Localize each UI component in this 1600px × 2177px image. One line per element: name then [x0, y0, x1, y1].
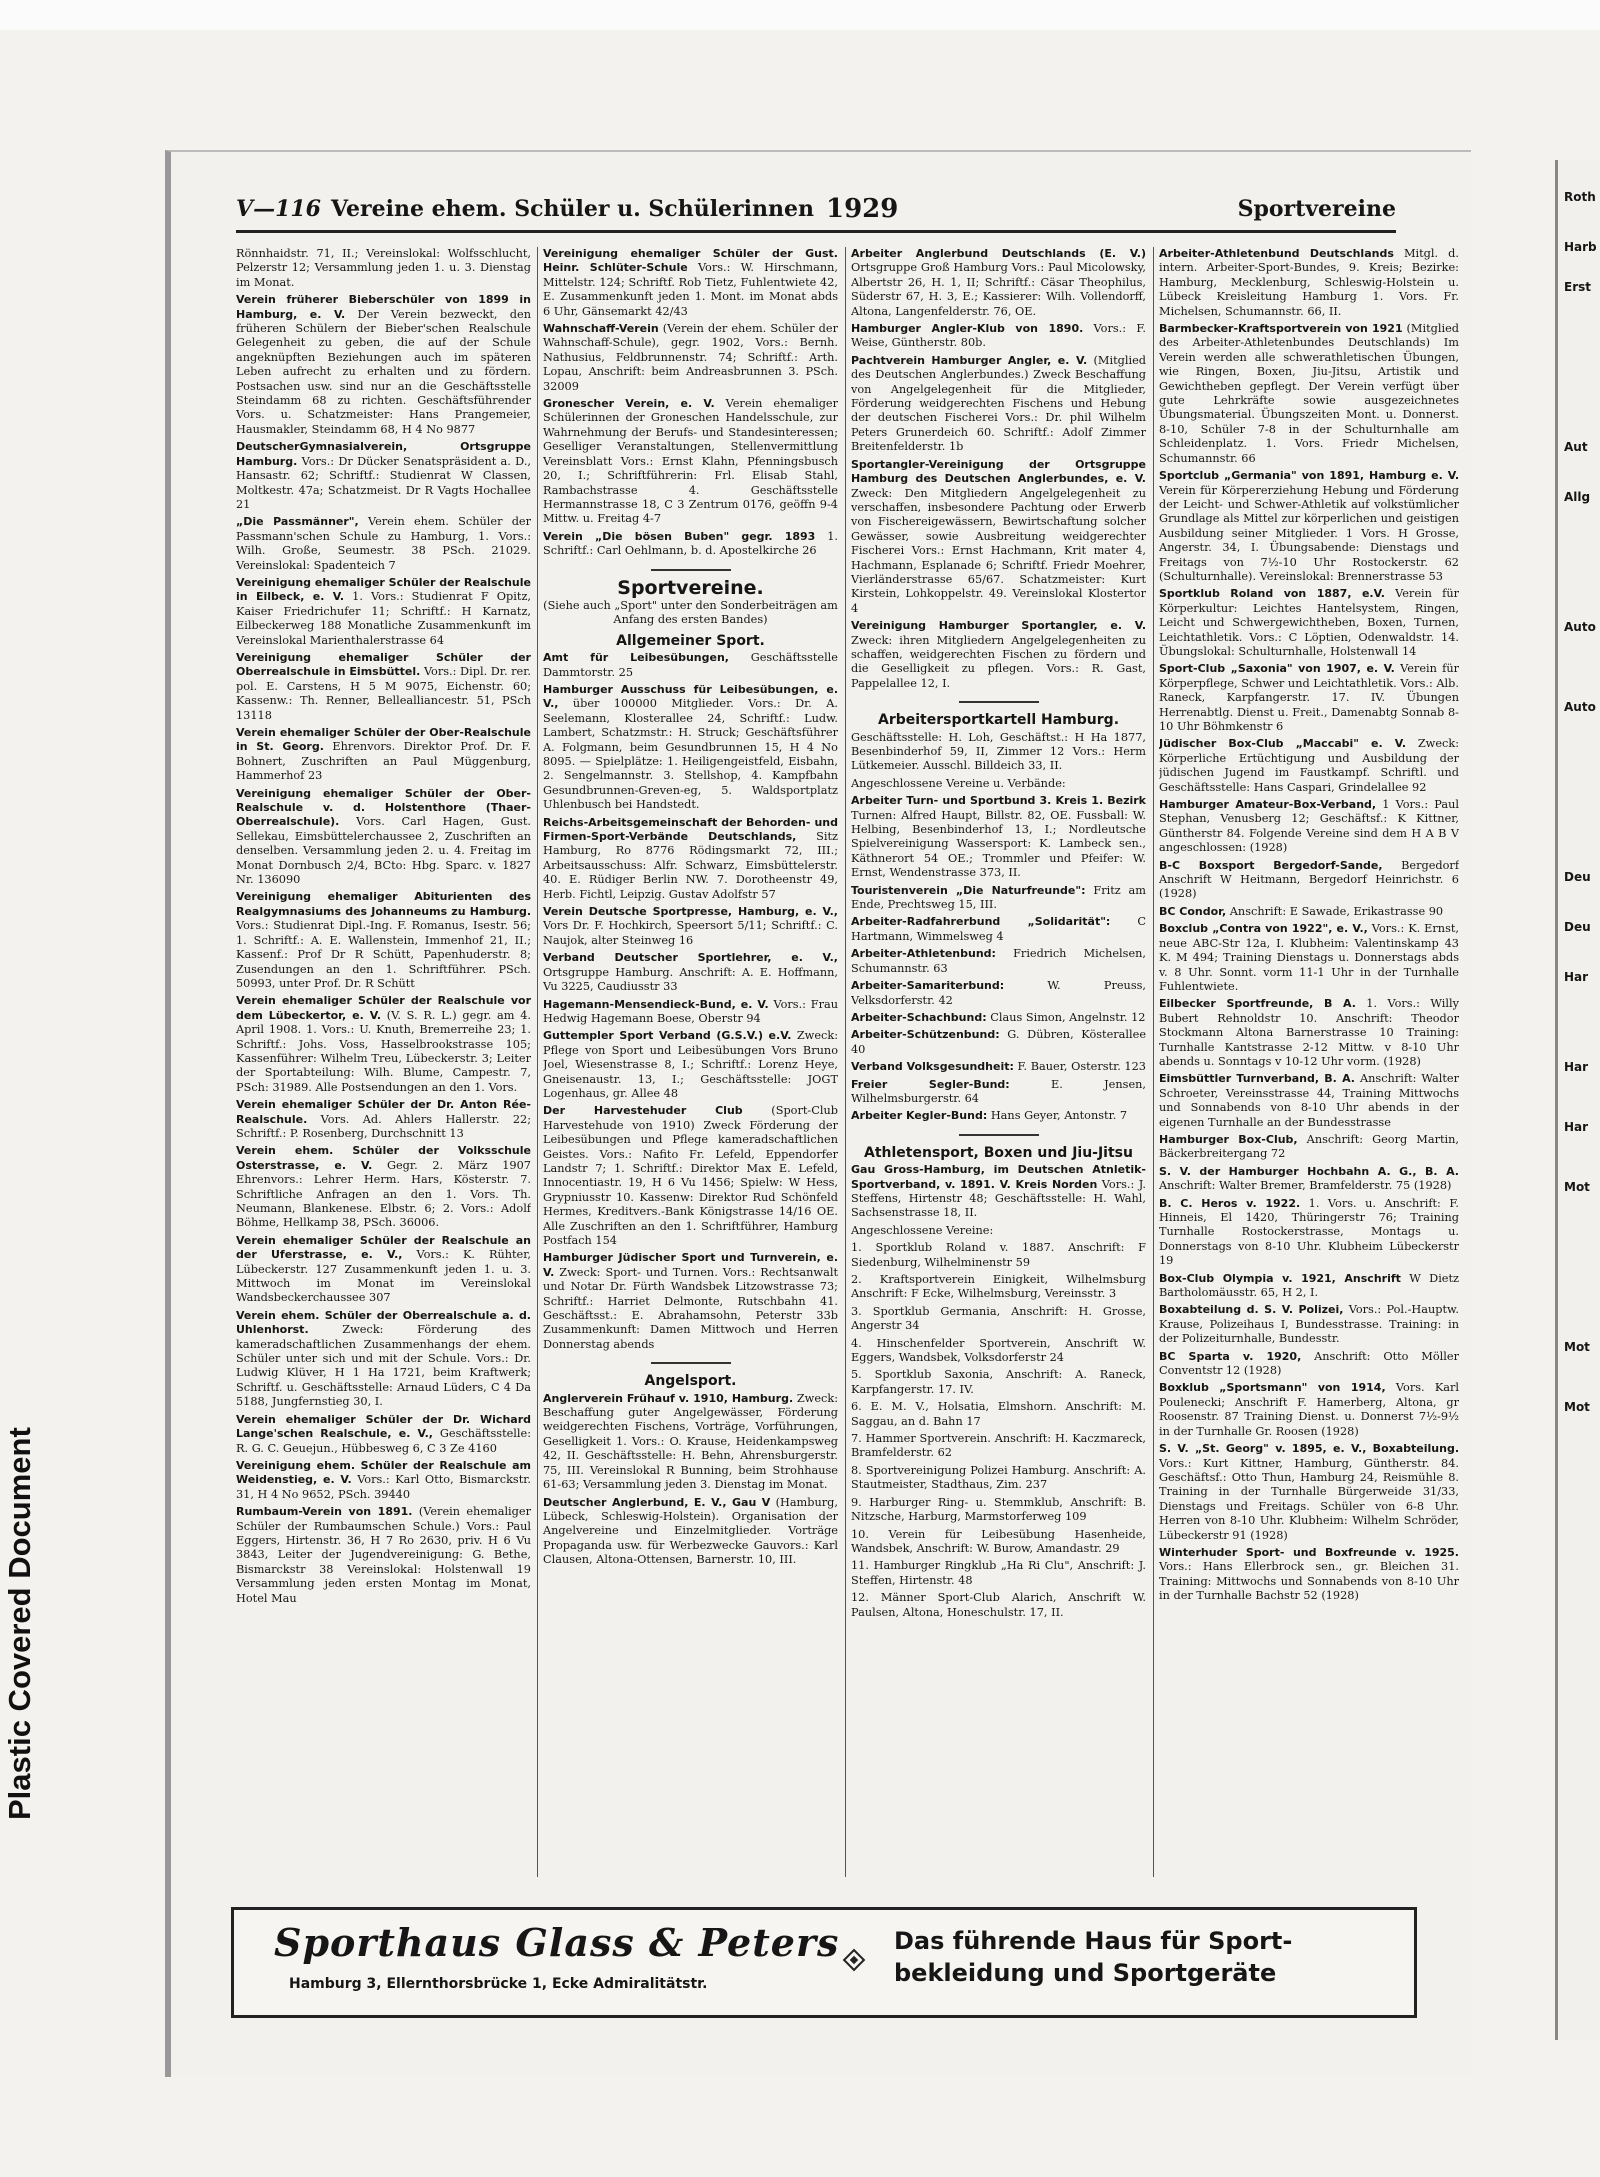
- entry-name: Reichs-Arbeitsgemeinschaft der Behorden- und Firmen-Sport-Verbände Deutschlands,: [543, 815, 838, 844]
- entry-name: Arbeiter-Athletenbund Deutschlands: [1159, 247, 1394, 260]
- section-divider: [651, 1362, 731, 1364]
- entry-name: Pachtverein Hamburger Angler, e. V.: [851, 353, 1088, 367]
- directory-entry: [851, 247, 1146, 319]
- directory-entry: [236, 726, 531, 784]
- entry-details: Vors.: J. Steffens, Hirtenstr 48; Geschäftsstelle: H. Wahl, Sachsenstrasse 18, II.: [851, 1177, 1146, 1220]
- entry-details: (Verein ehemaliger Schüler der Rumbaumschen Schule.) Vors.: Paul Eggers, Hirtenstr. 36, H 7 Ro 2630, priv. H 6 Vu 3843, Leiter der Jugendvereinigung: G. Bethe, Bismarckstr 38 Vereinslokal: Holstenwall 19 Versammlung jeden ersten Montag im Monat, Hotel Mau: [236, 1505, 531, 1605]
- directory-entry: [543, 247, 838, 319]
- header-title: Vereine ehem. Schüler u. Schülerinnen: [331, 196, 814, 222]
- directory-entry: [851, 1163, 1146, 1221]
- entry-name: Vereinigung ehemaliger Schüler der Realschule in Eilbeck, e. V.: [236, 575, 531, 604]
- entry-details: Der Verein bezweckt, den früheren Schülern der Bieber'schen Realschule Gelegenheit zu geben, die auf der Schule angeknüpften Beziehungen auch im späteren Leben aufrecht zu erhalten und zu fördern. Postsachen usw. sind nur an die Geschäftsstelle Steindamm 68 zu richten. Geschäftsführender Vors. u. Schatzmeister: Hans Prangemeier, Hausmakler, Steindamm 68, H 4 No 9877: [236, 307, 531, 436]
- entry-name: Verein Deutsche Sportpresse, Hamburg, e. V.,: [543, 905, 838, 919]
- directory-entry: [543, 683, 838, 813]
- directory-entry: [1159, 1381, 1459, 1439]
- school-club-list: [543, 247, 838, 559]
- entry-details: Anschrift: E Sawade, Erikastrasse 90: [1229, 904, 1444, 918]
- entry-details: Vors.: Kurt Kittner, Hamburg, Güntherstr. 84. Geschäftsf.: Otto Thun, Hamburg 24, Reismühle 8. Training in der Turnhalle Bürgerweide 31/33, Dienstags und Freitags. Schüler von 6-8 Uhr. Herren von 8-10 Uhr. Klubheim: Wilhelm Schröder, Lübeckerstr 91 (1928): [1159, 1456, 1459, 1542]
- entry-name: Hamburger Amateur-Box-Verband,: [1159, 798, 1377, 812]
- directory-entry: [236, 787, 531, 888]
- entry-name: BC Condor,: [1159, 904, 1227, 918]
- directory-entry: [236, 1234, 531, 1306]
- entry-name: Verband Volksgesundheit:: [851, 1060, 1014, 1074]
- entry-name: Verband Deutscher Sportlehrer, e. V.,: [543, 951, 838, 965]
- directory-entry: [236, 440, 531, 512]
- directory-entry: [1159, 662, 1459, 734]
- entry-details: 6. E. M. V., Holsatia, Elmshorn. Anschrift: M. Saggau, an d. Bahn 17: [851, 1400, 1146, 1428]
- directory-entry: [851, 1337, 1146, 1366]
- entry-name: Hamburger Jüdischer Sport und Turnverein, e. V.: [543, 1251, 838, 1279]
- directory-entry: [543, 322, 838, 394]
- column-1: [236, 247, 531, 1877]
- directory-entry: [851, 1559, 1146, 1588]
- entry-details: G. Dübren, Kösterallee 40: [851, 1028, 1146, 1056]
- directory-entry: [1159, 1303, 1459, 1346]
- entry-name: Hagemann-Mensendieck-Bund, e. V.: [543, 997, 769, 1011]
- directory-entry: [236, 293, 531, 437]
- entry-details: 11. Hamburger Ringklub „Ha Ri Clu", Anschrift: J. Steffen, Hirtenstr. 48: [851, 1559, 1146, 1587]
- entry-name: Sportclub „Germania" von 1891, Hamburg e. V.: [1159, 469, 1459, 483]
- entry-name: Verein ehemaliger Schüler der Realschule vor dem Lübeckertor, e. V.: [236, 994, 531, 1022]
- entry-details: Sitz Hamburg, Ro 8776 Rödingsmarkt 72, III.; Arbeitsausschuss: Alfr. Schwarz, Eimsbüttelerstr. 40. E. Rüdiger Berlin NW. 7. Dorotheenstr 49, Herb. Fichtl, Leipzig. Gustav Adolfstr 57: [543, 830, 838, 901]
- entry-details: 4. Hinschenfelder Sportverein, Anschrift W. Eggers, Wandsbek, Volksdorferstr 24: [851, 1336, 1146, 1365]
- directory-entry: [851, 794, 1146, 880]
- directory-entry: [851, 1224, 1146, 1238]
- directory-entry: [851, 1368, 1146, 1397]
- directory-entry: [851, 322, 1146, 351]
- entry-details: 1. Vors.: Studienrat F Opitz, Kaiser Friedrichufer 11; Schriftf.: H Karnatz, Eilbeckerweg 188 Monatliche Zusammenkunft im Vereinslokal Marienthalerstrasse 64: [236, 590, 531, 647]
- arbeitersportkartell-title: Arbeitersportkartell Hamburg.: [877, 712, 1120, 729]
- entry-name: Vereinigung Hamburger Sportangler, e. V.: [851, 619, 1146, 633]
- entry-details: Anschrift: Walter Bremer, Bramfelderstr. 75 (1928): [1159, 1179, 1452, 1193]
- entry-details: Ortsgruppe Groß Hamburg Vors.: Paul Micolowsky, Albertstr 26, H. 1, II; Schriftf.: Cäsar Theophilus, Süderstr 67, H. 3, E.; Kassierer: Wilh. Vollendorff, Altona, Langenfelderstr. 76, OE.: [851, 261, 1146, 318]
- next-page-fragment: Mot: [1564, 1340, 1590, 1354]
- general-sport-title: Allgemeiner Sport.: [616, 632, 765, 649]
- directory-entry: [1159, 905, 1459, 919]
- entry-name: Touristenverein „Die Naturfreunde":: [851, 883, 1086, 897]
- entry-name: Winterhuder Sport- und Boxfreunde v. 1925.: [1159, 1545, 1459, 1559]
- next-page-fragment: Allg: [1564, 490, 1591, 504]
- kartell-list: [851, 731, 1146, 1124]
- directory-entry: [1159, 469, 1459, 584]
- directory-entry: [851, 979, 1146, 1008]
- entry-details: W Dietz Bartholomäusstr. 65, H 2, I.: [1159, 1271, 1459, 1300]
- directory-entry: [851, 915, 1146, 944]
- ad-slogan-line-1: Das führende Haus für Sport-: [894, 1927, 1293, 1955]
- directory-entry: [851, 1028, 1146, 1057]
- entry-details: Verein ehemaliger Schülerinnen der Groneschen Handelsschule, zur Wahrnehmung der Berufs- und Standesinteressen; Geselliger Veranstaltungen, Stellenvermittlung Vereinsblatt Vors.: Ernst Klahn, Pfenningsbusch 20, I.; Schriftführerin: Frl. Elisab Stahl, Rambachstrasse 4. Geschäftsstelle Hermannstrasse 18, C 3 Zentrum 0176, geöffn 9-4 Mittw. u. Freitag 4-7: [543, 397, 838, 526]
- entry-details: W. Preuss, Velksdorferstr. 42: [851, 979, 1146, 1007]
- directory-entry: [851, 619, 1146, 691]
- next-page-fragment: Auto: [1564, 700, 1596, 714]
- directory-entry: [851, 1060, 1146, 1074]
- directory-entry: [236, 890, 531, 991]
- directory-entry: [543, 530, 838, 559]
- next-page-fragment: Har: [1564, 970, 1589, 984]
- directory-entry: [1159, 1442, 1459, 1543]
- entry-details: 8. Sportvereinigung Polizei Hamburg. Anschrift: A. Stautmeister, Stadthaus, Zim. 237: [851, 1463, 1146, 1492]
- directory-entry: [236, 1459, 531, 1502]
- directory-entry: [236, 576, 531, 648]
- entry-details: Anschrift: Otto Möller Conventstr 12 (1928): [1159, 1349, 1459, 1378]
- entry-details: 1. Schriftf.: Carl Oehlmann, b. d. Apostelkirche 26: [543, 529, 838, 558]
- entry-details: Mitgl. d. intern. Arbeiter-Sport-Bundes, 9. Kreis; Bezirke: Hamburg, Mecklenburg, Schleswig-Holstein u. Lübeck Kreisleitung Hamburg 1. Vors. Fr. Michelsen, Schumannstr. 66, II.: [1159, 247, 1459, 318]
- entry-details: Vors.: Karl Otto, Bismarckstr. 31, H 4 No 9652, PSch. 39440: [236, 1473, 531, 1501]
- entry-name: Sportangler-Vereinigung der Ortsgruppe Hamburg des Deutschen Anglerbundes, e. V.: [851, 457, 1146, 486]
- entry-details: 3. Sportklub Germania, Anschrift: H. Grosse, Angerstr 34: [851, 1304, 1146, 1333]
- directory-entry: [1159, 737, 1459, 795]
- entry-details: (Hamburg, Lübeck, Schleswig-Holstein). Organisation der Angelvereine und Einzelmitglieder. Vorträge Propaganda usw. für Werbezwecke Gauvors.: Karl Clausen, Altona-Ottensen, Barnerstr. 10, III.: [543, 1495, 838, 1567]
- directory-entry: [236, 1309, 531, 1410]
- entry-name: Guttempler Sport Verband (G.S.V.) e.V.: [543, 1029, 792, 1043]
- entry-name: Arbeiter Kegler-Bund:: [851, 1109, 988, 1123]
- entry-details: Angeschlossene Vereine:: [851, 1223, 994, 1237]
- section-divider: [651, 569, 731, 571]
- ad-company-name: Sporthaus Glass & Peters: [274, 1920, 840, 1965]
- directory-entry: [1159, 922, 1459, 994]
- header-section: Sportvereine: [1237, 196, 1396, 222]
- entry-details: Vors.: K. Rühter, Lübeckerstr. 127 Zusammenkunft jeden 1. u. 3. Mittwoch im Monat im Vereinslokal Wandsbeckerchaussee 307: [236, 1248, 531, 1305]
- entry-details: Bergedorf Anschrift W Heitmann, Bergedorf Heinrichstr. 6 (1928): [1159, 858, 1459, 901]
- directory-entry: [236, 1098, 531, 1141]
- directory-entry: [851, 1464, 1146, 1493]
- entry-name: Verein ehemaliger Schüler der Dr. Anton Rée-Realschule.: [236, 1098, 531, 1126]
- entry-name: Freier Segler-Bund:: [851, 1077, 1010, 1091]
- next-page-fragment: Aut: [1564, 440, 1588, 454]
- section-divider: [959, 1134, 1039, 1136]
- entry-name: Arbeiter-Schützenbund:: [851, 1028, 1000, 1042]
- entry-details: E. Jensen, Wilhelmsburgerstr. 64: [851, 1077, 1146, 1105]
- column-2: [543, 247, 838, 1877]
- entry-details: Claus Simon, Angelnstr. 12: [990, 1010, 1146, 1024]
- entry-name: Boxclub „Contra von 1922", e. V.,: [1159, 922, 1368, 936]
- angler-list: [851, 247, 1146, 691]
- entry-name: Sport-Club „Saxonia" von 1907, e. V.: [1159, 662, 1395, 676]
- entry-details: (Mitglied des Deutschen Anglerbundes.) Zweck Beschaffung von Angelgelegenheit für die Mitglieder, Förderung weidgerechten Fischens und Hebung der deutschen Fischerei Vors.: Dr. phil Wilhelm Peters Grunerdeich 60. Schriftf.: Adolf Zimmer Breitenfelderstr. 1b: [851, 353, 1146, 454]
- directory-entry: [543, 905, 838, 948]
- entry-details: Hans Geyer, Antonstr. 7: [990, 1109, 1128, 1123]
- entry-name: Boxabteilung d. S. V. Polizei,: [1159, 1303, 1344, 1317]
- entry-details: Verein für Körperkultur: Leichtes Hantelsystem, Ringen, Leicht und Schwergewichtheben, Boxen, Turnen, Leichtathletik. Vors.: C Löptien, Odenwaldstr. 14. Übungslokal: Schulturnhalle, Holstenwall 14: [1159, 587, 1459, 658]
- entry-details: über 100000 Mitglieder. Vors.: Dr. A. Seelemann, Klosterallee 24, Schriftf.: Ludw. Lambert, Schatzmstr.: H. Struck; Geschäftsführer A. Folgmann, beim Gesundbrunnen 15, H 4 No 8095. — Spielplätze: 1. Heiligengeistfeld, Eisbahn, 2. Sengelmannstr. 3. Stellshop, 4. Kampfbahn Gesundbrunnen-Greven-eg, 5. Waldsportplatz Uhlenbusch bei Handstedt.: [543, 697, 838, 812]
- directory-entry: [1159, 1197, 1459, 1269]
- entry-details: Rönnhaidstr. 71, II.; Vereinslokal: Wolfsschlucht, Pelzerstr 12; Versammlung jeden 1. u. 3. Dienstag im Monat.: [236, 247, 531, 289]
- directory-entry: [1159, 997, 1459, 1069]
- directory-entry: [543, 1104, 838, 1248]
- entry-details: Vors.: Pol.-Hauptw. Krause, Polizeihaus I, Bundesstrasse. Training: in der Polizeiturnhalle, Bundesstr.: [1159, 1303, 1459, 1346]
- sport-section-note: (Siehe auch „Sport" unter den Sonderbeiträgen am Anfang des ersten Bandes): [543, 598, 838, 627]
- entry-name: DeutscherGymnasialverein, Ortsgruppe Hamburg.: [236, 440, 531, 468]
- entry-name: Hamburger Ausschuss für Leibesübungen, e. V.,: [543, 682, 838, 711]
- entry-name: Verein früherer Bieberschüler von 1899 in Hamburg, e. V.: [236, 293, 531, 321]
- entry-details: Zweck: Körperliche Ertüchtigung und Ausbildung der jüdischen Jugend im Faustkampf. Schriftl. und Geschäftsstelle: Hans Caspari, Grindelallee 92: [1159, 737, 1459, 794]
- next-page-fragment: Deu: [1564, 870, 1591, 884]
- entry-details: Turnen: Alfred Haupt, Billstr. 82, OE. Fussball: W. Helbing, Besenbinderhof 13, I.; Nordleutsche Spielvereinigung Wassersport: K. Lambeck sen., Käthnerort 54 OE.; Trommler und Pfeifer: W. Ernst, Wendenstrasse 373, II.: [851, 808, 1146, 880]
- entry-details: Vors Dr. F. Hochkirch, Speersort 5/11; Schriftf.: C. Naujok, alter Steinweg 16: [543, 919, 838, 947]
- entry-details: Verein für Körpererziehung Hebung und Förderung der Leicht- und Schwer-Athletik auf volkstümlicher Grundlage als Mittel zur körperlichen und geistigen Ausbildung seiner Mitglieder. 1 Vors. H Grosse, Angerstr. 34, I. Übungsabende: Dienstags und Freitags von 7½-10 Uhr Rostockerstr. 62 (Schulturnhalle). Vereinslokal: Brennerstrasse 53: [1159, 483, 1459, 583]
- entry-details: Angeschlossene Vereine u. Verbände:: [851, 776, 1066, 790]
- directory-entry: [1159, 1133, 1459, 1162]
- directory-entry: [851, 777, 1146, 791]
- directory-entry: [851, 1109, 1146, 1123]
- next-page-fragment: Har: [1564, 1060, 1589, 1074]
- directory-entry: [543, 397, 838, 527]
- entry-name: Verein ehem. Schüler der Oberrealschule a. d. Uhlenhorst.: [236, 1308, 531, 1337]
- plastic-covered-label: Plastic Covered Document: [2, 1427, 37, 1820]
- ad-slogan: [894, 1925, 1292, 1989]
- angelsport-list: [543, 1392, 838, 1568]
- entry-name: Wahnschaff-Verein: [543, 322, 659, 336]
- directory-entry: [236, 651, 531, 723]
- entry-name: Vereinigung ehem. Schüler der Realschule am Weidenstieg, e. V.: [236, 1458, 531, 1487]
- entry-name: Verein ehemaliger Schüler der Ober-Realschule in St. Georg.: [236, 726, 531, 754]
- entry-details: Ehrenvors. Direktor Prof. Dr. F. Bohnert, Zuschriften an Paul Müggenburg, Hammerhof 23: [236, 740, 531, 783]
- entry-name: Amt für Leibesübungen,: [543, 651, 729, 665]
- entry-details: 2. Kraftsportverein Einigkeit, Wilhelmsburg Anschrift: F Ecke, Wilhelmsburg, Vereinsstr. 3: [851, 1273, 1146, 1301]
- entry-name: Arbeiter Turn- und Sportbund 3. Kreis 1. Bezirk: [851, 794, 1146, 808]
- entry-details: Friedrich Michelsen, Schumannstr. 63: [851, 947, 1146, 975]
- entry-details: Vors.: Dipl. Dr. rer. pol. E. Carstens, H 5 M 9075, Eichenstr. 60; Kassenw.: Th. Renner, Bellealliancestr. 51, PSch 13118: [236, 665, 531, 722]
- directory-entry: [236, 1413, 531, 1456]
- directory-entry: [543, 998, 838, 1027]
- entry-name: Verein ehem. Schüler der Volksschule Osterstrasse, e. V.: [236, 1144, 531, 1172]
- entry-details: Zweck: Den Mitgliedern Angelgelegenheit zu verschaffen, insbesondere Pachtung oder Erwerb von Fischereigewässern, Bewirtschaftung solcher Gewässer, sowie Ausbreitung weidgerechter Fischerei Vors.: Ernst Hachmann, Krit mater 4, Hachmann, Esplanade 6; Schriftf. Friedr Moehrer, Vierländerstrasse 65/67. Schatzmeister: Kurt Kirstein, Lohkoppelstr. 49. Vereinslokal Klostertor 4: [851, 486, 1146, 615]
- entry-details: Zweck: Sport- und Turnen. Vors.: Rechtsanwalt und Notar Dr. Fürth Wandsbek Litzowstrasse 73; Schriftf.: Harriet Delmonte, Rutschbahn 41. Geschäftsst.: E. Abrahamsohn, Peterstr 33b Zusammenkunft: Damen Mittwoch und Herren Donnerstag abends: [543, 1265, 838, 1351]
- entry-details: Vors.: W. Hirschmann, Mittelstr. 124; Schriftf. Rob Tietz, Fuhlentwiete 42, E. Zusammenkunft jeden 1. Mont. im Monat abds 6 Uhr, Gänsemarkt 42/43: [543, 261, 838, 318]
- directory-entry: [851, 1273, 1146, 1302]
- entry-name: Hamburger Angler-Klub von 1890.: [851, 322, 1084, 336]
- next-page-fragment: Auto: [1564, 620, 1596, 634]
- directory-entry: [1159, 1272, 1459, 1301]
- entry-name: Arbeiter-Radfahrerbund „Solidarität":: [851, 915, 1111, 929]
- ad-slogan-line-2: bekleidung und Sportgeräte: [894, 1959, 1277, 1987]
- entry-name: Verein ehemaliger Schüler der Realschule an der Uferstrasse, e. V.,: [236, 1233, 531, 1262]
- entry-name: S. V. der Hamburger Hochbahn A. G., B. A.: [1159, 1164, 1459, 1178]
- advertisement-box: [231, 1907, 1417, 2018]
- directory-entry: [851, 1432, 1146, 1461]
- entry-details: Vors.: Frau Hedwig Hagemann Boese, Oberstr 94: [543, 997, 838, 1025]
- directory-entry: [851, 1305, 1146, 1334]
- directory-entry: [851, 884, 1146, 913]
- entry-name: Anglerverein Frühauf v. 1910, Hamburg.: [543, 1391, 794, 1405]
- column-4: [1159, 247, 1459, 1877]
- directory-entry: [1159, 1546, 1459, 1604]
- ad-address: Hamburg 3, Ellernthorsbrücke 1, Ecke Admiralitätstr.: [289, 1976, 708, 1992]
- entry-name: Deutscher Anglerbund, E. V., Gau V: [543, 1495, 771, 1509]
- entry-details: 5. Sportklub Saxonia, Anschrift: A. Raneck, Karpfangerstr. 17. IV.: [851, 1368, 1146, 1396]
- entry-name: Rumbaum-Verein von 1891.: [236, 1505, 413, 1519]
- entry-name: Vereinigung ehemaliger Schüler der Gust. Heinr. Schlüter-Schule: [543, 247, 838, 275]
- entry-details: F. Bauer, Osterstr. 123: [1017, 1060, 1146, 1074]
- entry-name: Vereinigung ehemaliger Abiturienten des Realgymnasiums des Johanneums zu Hamburg.: [236, 890, 531, 918]
- directory-entry: [236, 994, 531, 1095]
- entry-details: Gegr. 2. März 1907 Ehrenvors.: Lehrer Herm. Hars, Kösterstr. 7. Schriftliche Anfragen an den 1. Vors. Th. Neumann, Blankenese. Elbstr. 6; 2. Vors.: Adolf Böhme, Hellkamp 38, PSch. 36006.: [236, 1158, 531, 1230]
- directory-entry: [851, 354, 1146, 455]
- directory-entry: [1159, 322, 1459, 466]
- entry-details: Vors.: Dr Dücker Senatspräsident a. D., Hansastr. 62; Schriftf.: Studienrat W Classen, Moltkestr. 47a; Schatzmeist. Dr R Vagts Hochallee 21: [236, 454, 531, 511]
- next-page-fragment: Mot: [1564, 1400, 1590, 1414]
- entry-name: Arbeiter-Samariterbund:: [851, 979, 1005, 993]
- entry-name: Gronescher Verein, e. V.: [543, 397, 715, 411]
- entry-name: Hamburger Box-Club,: [1159, 1132, 1298, 1146]
- entry-details: (Verein der ehem. Schüler der Wahnschaff-Schule), gegr. 1902, Vors.: Bernh. Nathusius, Feldbrunnenstr. 74; Schriftf.: Arth. Lopau, Anschrift: beim Andreasbrunnen 3. PSch. 32009: [543, 322, 838, 393]
- entry-name: Verein „Die bösen Buben" gegr. 1893: [543, 529, 816, 543]
- entry-details: Geschäftsstelle: H. Loh, Geschäftst.: H Ha 1877, Besenbinderhof 59, II, Zimmer 12 Vors.: Herm Lütkemeier. Ausschl. Billdeich 33, II.: [851, 730, 1146, 773]
- entry-name: „Die Passmänner",: [236, 515, 359, 529]
- entry-name: Arbeiter Anglerbund Deutschlands (E. V.): [851, 247, 1146, 260]
- entry-details: Verein ehem. Schüler der Passmann'schen Schule zu Hamburg, 1. Vors.: Wilh. Große, Seumestr. 38 PSch. 21029. Vereinslokal: Spadenteich 7: [236, 515, 531, 572]
- directory-entry: [543, 1392, 838, 1493]
- entry-details: (Sport-Club Harvestehude von 1910) Zweck Förderung der Leibesübungen und Pflege kameradschaftlichen Geistes. Vors.: Nafito Fr. Lefeld, Eppendorfer Landstr 7; 1. Schriftf.: Direktor Max E. Lefeld, Innocentiastr. 19, H 6 Vu 1456; Spielw: W Hess, Grypniusstr 10. Kassenw: Direktor Rud Schönfeld Hermes, Kreditvers.-Bank Königstrasse 14/16 OE. Alle Zuschriften an den 1. Schriftführer, Hamburg Postfach 154: [543, 1104, 838, 1247]
- directory-entry: [851, 1528, 1146, 1557]
- entry-details: 9. Harburger Ring- u. Stemmklub, Anschrift: B. Nitzsche, Harburg, Marmstorferweg 109: [851, 1495, 1146, 1524]
- next-page-fragment: Harb: [1564, 240, 1597, 254]
- entry-details: 12. Männer Sport-Club Alarich, Anschrift W. Paulsen, Altona, Honeschulstr. 17, II.: [851, 1591, 1146, 1619]
- entry-name: Vereinigung ehemaliger Schüler der Ober-Realschule v. d. Holstenthore (Thaer-Oberrealschule).: [236, 786, 531, 829]
- column-rule: [1153, 247, 1154, 1877]
- general-sport-list: [543, 651, 838, 1352]
- directory-entry: [851, 731, 1146, 774]
- directory-entry: [1159, 247, 1459, 319]
- entry-name: Barmbecker-Kraftsportverein von 1921: [1159, 322, 1403, 336]
- entry-name: Der Harvestehuder Club: [543, 1104, 743, 1118]
- entry-name: Arbeiter-Athletenbund:: [851, 947, 996, 961]
- document-page: [165, 150, 1471, 2077]
- directory-entry: [851, 1591, 1146, 1620]
- entry-details: 1. Vors.: Willy Bubert Rehnoldstr 10. Anschrift: Theodor Stockmann Altona Barnerstrasse 10 Training: Turnhalle Kantstrasse 2-12 Mittw. v 8-10 Uhr abends u. Sonntags v 10-12 Uhr vorm. (1928): [1159, 997, 1459, 1068]
- entry-details: C Hartmann, Wimmelsweg 4: [851, 915, 1146, 943]
- entry-details: Vors.: Hans Ellerbrock sen., gr. Bleichen 31. Training: Mittwochs und Sonnabends von 8-10 Uhr in der Turnhalle Bachstr 52 (1928): [1159, 1560, 1459, 1603]
- directory-entry: [1159, 1165, 1459, 1194]
- entry-details: Vors. Carl Hagen, Gust. Sellekau, Eimsbüttelerchaussee 2, Zuschriften an denselben. Versammlung jeden 2. u. 4. Freitag im Monat Dornbusch 2/4, BCto: Hbg. Sparc. v. 1827 Nr. 136090: [236, 815, 531, 887]
- entry-name: Jüdischer Box-Club „Maccabi" e. V.: [1159, 737, 1406, 751]
- entry-name: Eilbecker Sportfreunde, B A.: [1159, 997, 1356, 1011]
- entry-details: Anschrift: Walter Schroeter, Vereinsstrasse 44, Training Mittwochs und Sonnabends von 8-10 Uhr abends in der eigenen Turnhalle an der Bundesstrasse: [1159, 1072, 1459, 1129]
- entry-details: (V. S. R. L.) gegr. am 4. April 1908. 1. Vors.: U. Knuth, Bremerreihe 23; 1. Schriftf.: Johs. Voss, Hasselbrookstrasse 105; Kassenführer: Wilhelm Treu, Lübeckerstr. 3; Leiter der Sportabteilung: Wilh. Blume, Campestr. 7, PSch: 31989. Alle Postsendungen an den 1. Vors.: [236, 1008, 531, 1094]
- column-rule: [537, 247, 538, 1877]
- directory-entry: [543, 1029, 838, 1101]
- entry-name: B-C Boxsport Bergedorf-Sande,: [1159, 858, 1383, 872]
- directory-entry: [1159, 798, 1459, 856]
- entry-details: Vors.: K. Ernst, neue ABC-Str 12a, I. Klubheim: Valentinskamp 43 K. M 494; Training Dienstags u. Donnerstags abds v. 8 Uhr. Sonnt. vorm 11-1 Uhr in der Turnhalle Fuhlentwiete.: [1159, 922, 1459, 993]
- next-page-fragment: Mot: [1564, 1180, 1590, 1194]
- running-header: [236, 190, 1396, 233]
- entry-details: Zweck: Förderung des kameradschaftlichen Zusammenhangs der ehem. Schüler unter sich und mit der Schule. Vors.: Dr. Ludwig Klüver, H 1 Ha 1721, beim Kraftwerk; Schriftf. u. Geschäftsstelle: Arnaud Lüders, C 4 Da 5188, Jungfernstieg 30, I.: [236, 1323, 531, 1409]
- directory-entry: [851, 458, 1146, 616]
- directory-entry: [236, 247, 531, 290]
- header-year: 1929: [826, 194, 899, 224]
- entry-details: Vors.: F. Weise, Güntherstr. 80b.: [851, 322, 1146, 350]
- page-number: V—116: [236, 196, 321, 222]
- entry-name: Vereinigung ehemaliger Schüler der Oberrealschule in Eimsbüttel.: [236, 650, 531, 679]
- directory-entry: [543, 816, 838, 902]
- entry-details: 1. Sportklub Roland v. 1887. Anschrift: F Siedenburg, Wilhelminenstr 59: [851, 1241, 1146, 1269]
- entry-details: Vors.: Studienrat Dipl.-Ing. F. Romanus, Isestr. 56; 1. Schriftf.: A. E. Wallenstein, Immenhof 21, II.; Kassenf.: Prof Dr R Schütt, Papenhuderstr. 8; Zusendungen an den 1. Schriftführer. PSch. 50993, unter Prof. Dr. R Schütt: [236, 919, 531, 990]
- directory-entry: [1159, 587, 1459, 659]
- entry-details: Fritz am Ende, Prechtsweg 15, III.: [851, 883, 1146, 912]
- entry-details: Geschäftsstelle: R. G. C. Geuejun., Hübbesweg 6, C 3 Ze 4160: [236, 1427, 531, 1455]
- entry-name: Box-Club Olympia v. 1921, Anschrift: [1159, 1271, 1401, 1285]
- entry-name: Boxklub „Sportsmann" von 1914,: [1159, 1381, 1386, 1395]
- directory-entry: [851, 1011, 1146, 1025]
- entry-details: Vors. Ad. Ahlers Hallerstr. 22; Schriftf.: P. Rosenberg, Durchschnitt 13: [236, 1112, 531, 1140]
- directory-entry: [236, 1144, 531, 1230]
- entry-details: Geschäftsstelle Dammtorstr. 25: [543, 651, 838, 679]
- entry-details: Zweck: Pflege von Sport und Leibesübungen Vors Bruno Joel, Wiesenstrasse 8, I.; Schriftf.: Lorenz Heye, Gneisenaustr. 13, I.; Geschäftsstelle: JOGT Logenhaus, gr. Allee 48: [543, 1029, 838, 1100]
- next-page-fragment: Roth: [1564, 190, 1596, 204]
- entry-details: Anschrift: Georg Martin, Bäckerbreitergang 72: [1159, 1132, 1459, 1161]
- directory-entry: [1159, 859, 1459, 902]
- directory-entry: [851, 1241, 1146, 1270]
- entry-name: Verein ehemaliger Schüler der Dr. Wichard Lange'schen Realschule, e. V.,: [236, 1412, 531, 1441]
- adjacent-page-edge: [1555, 160, 1600, 2040]
- section-divider: [959, 701, 1039, 703]
- directory-entry: [543, 1496, 838, 1568]
- athletensport-list: [851, 1163, 1146, 1620]
- entry-details: Ortsgruppe Hamburg. Anschrift: A. E. Hoffmann, Vu 3225, Caudiusstr 33: [543, 965, 838, 994]
- entry-name: Arbeiter-Schachbund:: [851, 1010, 987, 1024]
- directory-entry: [851, 1078, 1146, 1107]
- next-page-fragment: Har: [1564, 1120, 1589, 1134]
- entry-details: Verein für Körperpflege, Schwer und Leichtathletik. Vors.: Alb. Raneck, Karpfangerstr. 17. IV. Übungen Herrenabtlg. Dienst u. Freit., Damenabtg Sonnab 8-10 Uhr Böhmkenstr 6: [1159, 662, 1459, 733]
- angelsport-title: Angelsport.: [644, 1373, 737, 1390]
- entry-details: 7. Hammer Sportverein. Anschrift: H. Kaczmareck, Bramfelderstr. 62: [851, 1432, 1146, 1460]
- directory-entry: [1159, 1350, 1459, 1379]
- scan-top-band: [0, 0, 1600, 30]
- entry-name: S. V. „St. Georg" v. 1895, e. V., Boxabteilung.: [1159, 1442, 1459, 1456]
- directory-entry: [236, 515, 531, 573]
- next-page-fragment: Erst: [1564, 280, 1591, 294]
- directory-entry: [543, 651, 838, 680]
- entry-details: 10. Verein für Leibesübung Hasenheide, Wandsbek, Anschrift: W. Burow, Amandastr. 29: [851, 1527, 1146, 1555]
- entry-details: Zweck: Beschaffung guter Angelgewässer, Förderung weidgerechten Fischens, Vorträge, Vorführungen, Geselligkeit 1. Vors.: O. Krause, Heidenkampsweg 42, II. Geschäftsstelle: H. Behn, Ahrensburgerstr. 75, III. Vereinslokal R Bunning, beim Strohhause 61-63; Versammlung jeden 3. Dienstag im Monat.: [543, 1391, 838, 1492]
- entry-details: (Mitglied des Arbeiter-Athletenbundes Deutschlands) Im Verein werden alle schwerathletischen Übungen, wie Ringen, Boxen, Jiu-Jitsu, Artistik und Gewichtheben gepflegt. Der Verein verfügt über gute Lehrkräfte sowie ausgezeichnetes Übungsmaterial. Übungszeiten Mont. u. Donnerst. 8-10, Schüler 7-8 in der Schulturnhalle am Schleidenplatz. 1. Vors. Friedr Michelsen, Schumannstr. 66: [1159, 322, 1459, 465]
- entry-details: 1 Vors.: Paul Stephan, Venusberg 12; Geschäftsf.: K Kittner, Güntherstr 84. Folgende Vereine sind dem H A B V angeschlossen: (1928): [1159, 798, 1459, 855]
- entry-details: Vors. Karl Poulenecki; Anschrift F. Hamerberg, Altona, gr Roosenstr. 87 Training Dienst. u. Donnerst 7½-9½ in der Turnhalle Gr. Roosen (1928): [1159, 1381, 1459, 1438]
- entry-name: Gau Gross-Hamburg, im Deutschen Atnletik-Sportverband, v. 1891. V. Kreis Norden: [851, 1163, 1146, 1191]
- directory-entry: [236, 1505, 531, 1606]
- diamond-ornament-icon: [839, 1945, 869, 1975]
- directory-entry: [851, 1496, 1146, 1525]
- entry-name: Sportklub Roland von 1887, e.V.: [1159, 587, 1385, 601]
- athletensport-title: Athletensport, Boxen und Jiu-Jitsu: [864, 1144, 1133, 1161]
- next-page-fragment: Deu: [1564, 920, 1591, 934]
- column-3: [851, 247, 1146, 1877]
- sport-section-title: Sportvereine.: [617, 576, 764, 599]
- directory-entry: [851, 1400, 1146, 1429]
- entry-name: Eimsbüttler Turnverband, B. A.: [1159, 1072, 1355, 1086]
- entry-details: Zweck: ihren Mitgliedern Angelgelegenheiten zu schaffen, weidgerechten Fischen zu fördern und die Geselligkeit zu pflegen. Vors.: R. Gast, Pappelallee 12, I.: [851, 633, 1146, 690]
- directory-entry: [543, 1251, 838, 1352]
- entry-name: B. C. Heros v. 1922.: [1159, 1196, 1301, 1210]
- column-rule: [845, 247, 846, 1877]
- directory-entry: [851, 947, 1146, 976]
- entry-details: 1. Vors. u. Anschrift: F. Hinneis, El 1420, Thüringerstr 76; Training Turnhalle Rostockerstrasse, Montags u. Donnerstags von 8-10 Uhr. Klubheim Lübeckerstr 19: [1159, 1196, 1459, 1268]
- entry-name: BC Sparta v. 1920,: [1159, 1349, 1302, 1363]
- side-label-container: [0, 1220, 40, 1820]
- directory-entry: [543, 951, 838, 994]
- directory-entry: [1159, 1072, 1459, 1130]
